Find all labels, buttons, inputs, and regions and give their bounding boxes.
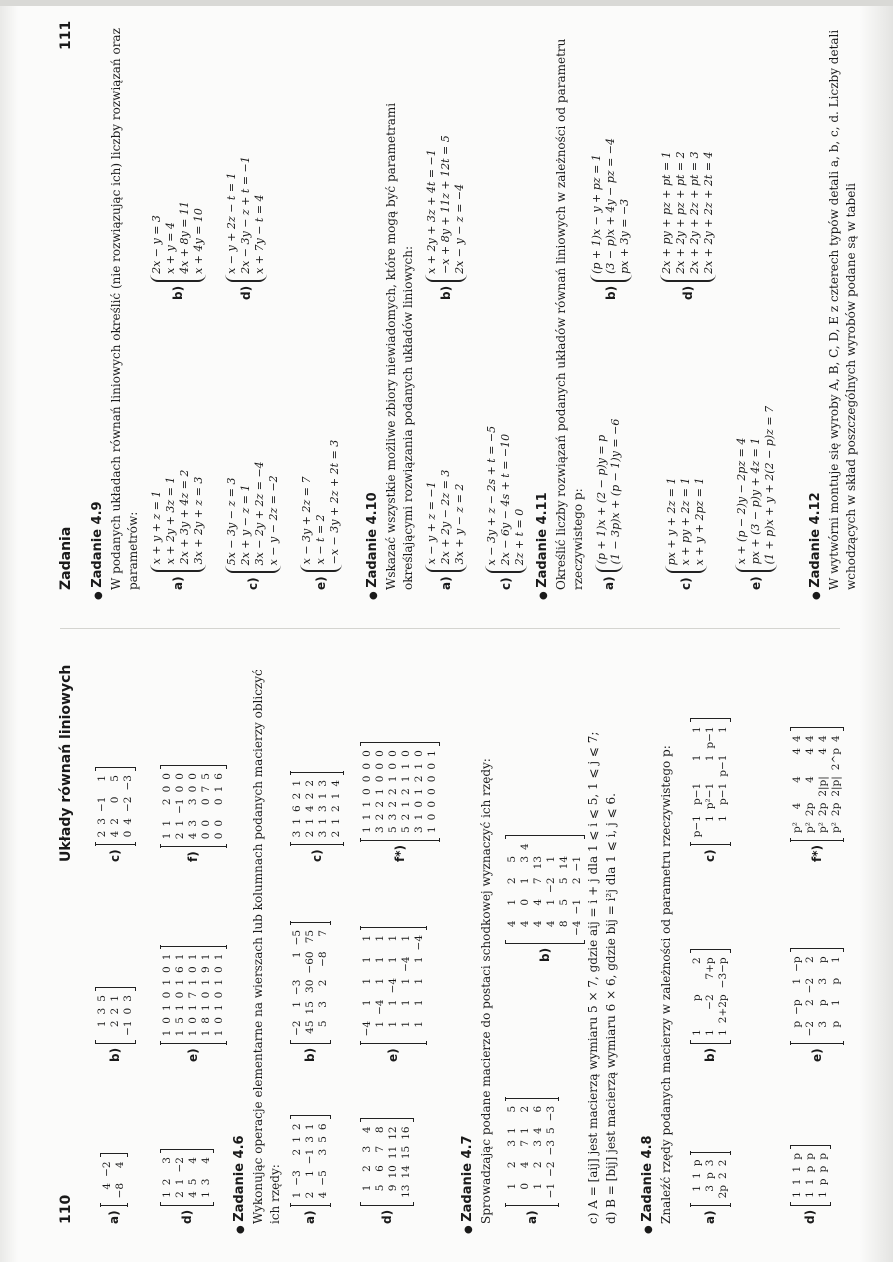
task-4-12-text: W wytwórni montuje się wyroby A, B, C, D, E z czterech typów detali a, b, c, d. Liczby detali wchodzących w skład poszczególnych wyrobów podane są w tabeli xyxy=(827,29,858,590)
task-4-6-e: e) −4 1 1 1 1 1 −4 1 1 1 1 1 −4 1 1 1 1 1 −4 1 1 1 1 1 −4 xyxy=(360,927,427,1062)
task-4-11-d: d) 2x + py + pz + pt = 1 2x + 2y + pz + pt = 2 2x + 2y + 2z + pt = 3 2x + 2y + 2z + 2t = 4 xyxy=(660,151,715,300)
task-4-10-text: Wskazać wszystkie możliwe zbiory niewiadomych, które mogą być parametrami określającymi rozwiązania podanych układów liniowych: xyxy=(384,102,415,590)
task-4-7-d: d) B = [bij] jest macierzą wymiaru 6 × 6, gdzie bij = i²j dla 1 ⩽ i, j ⩽ 6. xyxy=(604,793,618,1224)
row1-a: a) 4 −2 −8 4 xyxy=(100,1153,128,1224)
row2-f: f) 1 1 2 0 0 2 1 −1 0 0 4 3 3 0 0 0 0 0 7 5 0 0 0 1 6 xyxy=(160,765,227,862)
right-section-title: Zadania xyxy=(58,526,74,590)
left-running-head: Układy równań liniowych xyxy=(58,664,74,862)
task-4-9-text: W podanych układach równań liniowych określić (nie rozwiązując ich) liczby rozwiązań oraz parametrów: xyxy=(109,28,140,590)
task-4-9-title: ● Zadanie 4.9 xyxy=(90,501,105,600)
task-4-11-a: a) (p + 1)x + (2 − p)y = p (1 − 3p)x + (p − 1)y = −6 xyxy=(595,418,622,590)
task-4-6-text: Wykonując operacje elementarne na wierszach lub kolumnach podanych macierzy obliczyć ich rzędy: xyxy=(251,669,282,1224)
task-4-6-f: f*) 1 1 1 0 0 0 0 3 2 2 1 0 0 0 5 3 2 2 1 0 0 5 2 1 2 1 1 0 3 1 0 1 2 1 0 1 0 0 0 0 0 1 xyxy=(360,742,440,862)
task-4-6-d: d) 1 2 3 4 5 6 7 8 9 10 11 12 13 14 15 16 xyxy=(360,1118,414,1224)
task-4-9-d: d) x − y + 2z − t = 1 2x − 3y − z + t = −1 x + 7y − t = 4 xyxy=(225,156,266,300)
task-4-9-b: b) 2x − y = 3 x + y = 4 4x + 8y = 11 x + 4y = 10 xyxy=(150,201,205,300)
task-4-11-e: e) x + (p − 2)y − 2pz = 4 px + (3 − p)y + 4z = 1 (1 + p)x + y + 2(2 − p)z = 7 xyxy=(735,405,776,590)
right-page-number: 111 xyxy=(58,20,74,50)
task-4-8-e: e) p −p 1 −p −2 2 −2 2 3 p 3 p p 1 p 1 xyxy=(790,948,844,1062)
task-4-8-b: b) 1 p 2 1 −2 7+p 1 2+2p −3−p xyxy=(690,949,731,1062)
row2-d: d) 1 2 3 2 1 −2 4 5 4 1 3 4 xyxy=(160,1149,214,1224)
right-page xyxy=(0,0,893,630)
task-4-6-title: ● Zadanie 4.6 xyxy=(232,1135,247,1234)
task-4-7-title: ● Zadanie 4.7 xyxy=(460,1135,475,1234)
task-4-11-b: b) (p + 1)x − y + pz = 1 (3 − p)x + 4y − pz = −4 px + 3y = −3 xyxy=(590,137,631,300)
task-4-8-title: ● Zadanie 4.8 xyxy=(640,1135,655,1234)
task-4-8-d: d) 1 1 1 p 1 1 p p 1 p p p xyxy=(790,1145,831,1224)
left-page xyxy=(0,632,893,1262)
task-4-12-title: ● Zadanie 4.12 xyxy=(808,492,823,600)
task-4-10-title: ● Zadanie 4.10 xyxy=(365,492,380,600)
task-4-9-c: c) 5x − 3y − z = 3 2x + y − z = 1 3x − 2y + 2z = −4 x − y − 2z = −2 xyxy=(225,461,280,590)
task-4-7-c: c) A = [aij] jest macierzą wymiaru 5 × 7, gdzie aij = i + j dla 1 ⩽ i ⩽ 5, 1 ⩽ j ⩽ 7; xyxy=(586,731,600,1224)
task-4-11-text: Określić liczby rozwiązań podanych układów równań liniowych w zależności od parametru rzeczywistego p: xyxy=(554,38,585,590)
task-4-7-a: a) 1 2 3 1 5 0 4 7 1 2 1 2 3 4 6 −1 −2 −3 5 −3 xyxy=(505,1098,559,1224)
task-4-10-b: b) x + 2y + 3z + 4t = −1 −x + 8y + 11z + 12t = 5 2x − y − z = −4 xyxy=(425,135,466,300)
task-4-6-b: b) −2 1 −3 1 −5 45 15 30 −60 75 5 3 2 −8 7 xyxy=(290,922,331,1062)
task-4-8-c: c) p−1 p−1 1 1 1 p²−1 1 p−1 1 p−1 p−1 1 xyxy=(690,718,731,862)
task-4-7-text: Sprowadzając podane macierze do postaci schodkowej wyznaczyć ich rzędy: xyxy=(479,758,493,1224)
row1-b: b) 1 3 5 2 2 1 −1 0 3 xyxy=(95,987,136,1062)
task-4-8-text: Znaleźć rzędy podanych macierzy w zależności od parametru rzeczywistego p: xyxy=(659,745,673,1224)
task-4-7-b: b) 4 1 2 5 4 0 1 3 4 4 4 7 13 4 1 −2 1 8 5 5 14 −4 −1 2 −1 xyxy=(505,835,585,962)
task-4-6-a: a) 1 −3 2 1 2 2 1 −1 3 1 4 −5 3 5 6 xyxy=(290,1115,331,1224)
task-4-8-f: f*) p² 4 4 4 4 p² 2p 4 4 4 p² 2p 2|p| 4 4 p² 2p 2|p| 2^p 4 xyxy=(790,727,844,862)
task-4-11-c: c) px + y + 2z = 1 x + py + 2z = 1 x + y + 2pz = 1 xyxy=(665,477,706,590)
task-4-8-a: a) 1 1 p 3 p 3 2p 2 2 xyxy=(690,1152,731,1224)
task-4-6-c: c) 3 1 6 2 1 2 1 4 2 2 3 1 3 1 3 2 1 2 1 4 xyxy=(290,772,344,862)
row2-e: e) 1 0 1 0 1 0 1 1 5 1 0 1 6 1 1 0 1 7 1 0 1 1 8 1 0 1 9 1 1 0 1 0 1 0 1 xyxy=(160,946,227,1062)
row1-c: c) 2 3 −1 1 4 2 0 5 0 4 −2 −3 xyxy=(95,767,136,862)
left-page-number: 110 xyxy=(58,1194,74,1224)
task-4-10-a: a) x − y + z = −1 2x + 2y − 2z = 3 3x + y − z = 2 xyxy=(425,469,466,590)
task-4-10-c: c) x − 3y + z − 2s + t = −5 2x − 6y − 4s + t = −10 2z + t = 0 xyxy=(485,425,526,590)
task-4-9-e: e) x − 3y + 2z = 7 x − t = 2 −x − 3y + 2z + 2t = 3 xyxy=(300,439,341,590)
task-4-11-title: ● Zadanie 4.11 xyxy=(535,492,550,600)
task-4-9-a: a) x + y + z = 1 x + 2y + 3z = 1 2x + 3y + 4z = 2 3x + 2y + z = 3 xyxy=(150,469,205,590)
